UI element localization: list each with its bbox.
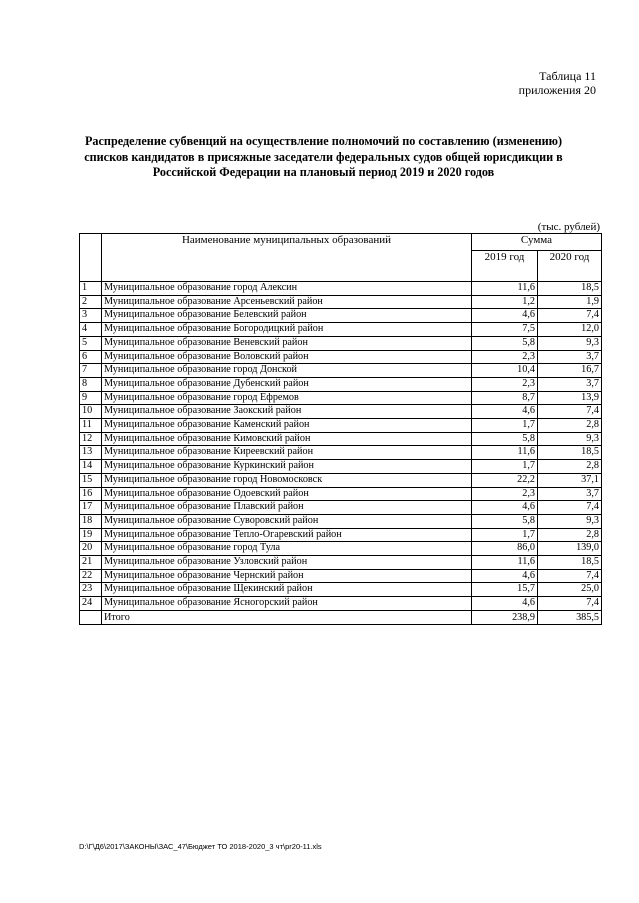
file-path-footer: D:\Г\Д6\2017\ЗАКОНЫ\ЗАС_47\Бюджет ТО 2018-2020_3 чт\pr20-11.xls bbox=[79, 842, 322, 851]
value-2020: 2,8 bbox=[538, 528, 602, 542]
total-2019: 238,9 bbox=[472, 610, 538, 624]
value-2019: 2,3 bbox=[472, 350, 538, 364]
value-2019: 2,3 bbox=[472, 377, 538, 391]
value-2020: 18,5 bbox=[538, 556, 602, 570]
row-number: 17 bbox=[80, 501, 102, 515]
table-row bbox=[80, 391, 602, 405]
row-number: 21 bbox=[80, 556, 102, 570]
row-number: 7 bbox=[80, 364, 102, 378]
table-row bbox=[80, 514, 602, 528]
municipality-name: Муниципальное образование Воловский район bbox=[102, 350, 472, 364]
table-row bbox=[80, 542, 602, 556]
value-2020: 139,0 bbox=[538, 542, 602, 556]
row-number: 14 bbox=[80, 460, 102, 474]
municipality-name: Муниципальное образование Белевский район bbox=[102, 309, 472, 323]
table-row bbox=[80, 295, 602, 309]
table-row bbox=[80, 282, 602, 296]
row-number: 12 bbox=[80, 432, 102, 446]
value-2020: 7,4 bbox=[538, 569, 602, 583]
document-title bbox=[60, 134, 587, 181]
value-2019: 1,7 bbox=[472, 528, 538, 542]
municipality-name: Муниципальное образование Куркинский район bbox=[102, 460, 472, 474]
value-2019: 10,4 bbox=[472, 364, 538, 378]
value-2020: 13,9 bbox=[538, 391, 602, 405]
table-row bbox=[80, 446, 602, 460]
value-2019: 15,7 bbox=[472, 583, 538, 597]
row-number: 15 bbox=[80, 473, 102, 487]
header-year-2019: 2019 год bbox=[472, 251, 538, 282]
value-2020: 9,3 bbox=[538, 514, 602, 528]
value-2020: 9,3 bbox=[538, 432, 602, 446]
value-2019: 11,6 bbox=[472, 282, 538, 296]
value-2019: 4,6 bbox=[472, 597, 538, 611]
row-number: 1 bbox=[80, 282, 102, 296]
value-2020: 7,4 bbox=[538, 405, 602, 419]
row-number: 20 bbox=[80, 542, 102, 556]
table-body bbox=[80, 282, 602, 611]
municipality-name: Муниципальное образование Чернский район bbox=[102, 569, 472, 583]
value-2020: 2,8 bbox=[538, 419, 602, 433]
municipality-name: Муниципальное образование Кимовский район bbox=[102, 432, 472, 446]
municipality-name: Муниципальное образование город Новомосковск bbox=[102, 473, 472, 487]
municipality-name: Муниципальное образование Заокский район bbox=[102, 405, 472, 419]
table-row bbox=[80, 323, 602, 337]
municipality-name: Муниципальное образование Суворовский район bbox=[102, 514, 472, 528]
value-2020: 3,7 bbox=[538, 487, 602, 501]
municipality-name: Муниципальное образование Ясногорский район bbox=[102, 597, 472, 611]
row-number: 19 bbox=[80, 528, 102, 542]
row-number: 2 bbox=[80, 295, 102, 309]
table-row bbox=[80, 336, 602, 350]
table-row bbox=[80, 487, 602, 501]
value-2019: 1,7 bbox=[472, 460, 538, 474]
value-2020: 7,4 bbox=[538, 597, 602, 611]
value-2020: 18,5 bbox=[538, 446, 602, 460]
value-2020: 7,4 bbox=[538, 309, 602, 323]
row-number: 18 bbox=[80, 514, 102, 528]
title-line-2: списков кандидатов в присяжные заседатели федеральных судов общей юрисдикции в bbox=[84, 149, 563, 164]
value-2019: 2,3 bbox=[472, 487, 538, 501]
table-row bbox=[80, 419, 602, 433]
value-2020: 37,1 bbox=[538, 473, 602, 487]
table-row bbox=[80, 528, 602, 542]
total-row bbox=[80, 610, 602, 624]
header-year-2020: 2020 год bbox=[538, 251, 602, 282]
table-row bbox=[80, 460, 602, 474]
municipality-name: Муниципальное образование город Тула bbox=[102, 542, 472, 556]
municipality-name: Муниципальное образование Арсеньевский район bbox=[102, 295, 472, 309]
total-label: Итого bbox=[102, 610, 472, 624]
total-number-cell bbox=[80, 610, 102, 624]
subvention-table bbox=[79, 233, 602, 625]
value-2019: 5,8 bbox=[472, 336, 538, 350]
appendix-label: приложения 20 bbox=[518, 82, 596, 97]
row-number: 16 bbox=[80, 487, 102, 501]
table-row bbox=[80, 597, 602, 611]
table-reference bbox=[519, 70, 596, 97]
row-number: 10 bbox=[80, 405, 102, 419]
table-row bbox=[80, 501, 602, 515]
table-row bbox=[80, 432, 602, 446]
header-name-cell: Наименование муниципальных образований bbox=[102, 234, 472, 282]
value-2019: 11,6 bbox=[472, 556, 538, 570]
row-number: 22 bbox=[80, 569, 102, 583]
municipality-name: Муниципальное образование город Донской bbox=[102, 364, 472, 378]
header-sum-cell: Сумма bbox=[472, 234, 602, 251]
table-row bbox=[80, 473, 602, 487]
value-2020: 18,5 bbox=[538, 282, 602, 296]
value-2019: 7,5 bbox=[472, 323, 538, 337]
title-line-1: Распределение субвенций на осуществление полномочий по составлению (изменению) bbox=[84, 134, 563, 148]
row-number: 13 bbox=[80, 446, 102, 460]
municipality-name: Муниципальное образование Одоевский район bbox=[102, 487, 472, 501]
value-2020: 16,7 bbox=[538, 364, 602, 378]
municipality-name: Муниципальное образование Плавский район bbox=[102, 501, 472, 515]
table-row bbox=[80, 583, 602, 597]
value-2019: 5,8 bbox=[472, 514, 538, 528]
value-2019: 5,8 bbox=[472, 432, 538, 446]
municipality-name: Муниципальное образование Узловский район bbox=[102, 556, 472, 570]
row-number: 8 bbox=[80, 377, 102, 391]
municipality-name: Муниципальное образование город Ефремов bbox=[102, 391, 472, 405]
value-2020: 7,4 bbox=[538, 501, 602, 515]
municipality-name: Муниципальное образование Киреевский район bbox=[102, 446, 472, 460]
units-label: (тыс. рублей) bbox=[537, 221, 600, 233]
value-2019: 4,6 bbox=[472, 569, 538, 583]
table-row bbox=[80, 405, 602, 419]
value-2020: 3,7 bbox=[538, 350, 602, 364]
total-2020: 385,5 bbox=[538, 610, 602, 624]
value-2019: 1,7 bbox=[472, 419, 538, 433]
municipality-name: Муниципальное образование Тепло-Огаревский район bbox=[102, 528, 472, 542]
value-2019: 11,6 bbox=[472, 446, 538, 460]
value-2019: 4,6 bbox=[472, 405, 538, 419]
table-row bbox=[80, 569, 602, 583]
value-2020: 12,0 bbox=[538, 323, 602, 337]
title-line-3: Российской Федерации на плановый период 2019 и 2020 годов bbox=[152, 165, 495, 179]
value-2019: 8,7 bbox=[472, 391, 538, 405]
row-number: 3 bbox=[80, 309, 102, 323]
value-2019: 86,0 bbox=[472, 542, 538, 556]
municipality-name: Муниципальное образование Дубенский район bbox=[102, 377, 472, 391]
value-2020: 1,9 bbox=[538, 295, 602, 309]
row-number: 23 bbox=[80, 583, 102, 597]
value-2020: 3,7 bbox=[538, 377, 602, 391]
table-row bbox=[80, 556, 602, 570]
table-row bbox=[80, 377, 602, 391]
value-2019: 4,6 bbox=[472, 501, 538, 515]
value-2020: 9,3 bbox=[538, 336, 602, 350]
table-row bbox=[80, 309, 602, 323]
table-row bbox=[80, 350, 602, 364]
row-number: 9 bbox=[80, 391, 102, 405]
municipality-name: Муниципальное образование Веневский район bbox=[102, 336, 472, 350]
value-2019: 22,2 bbox=[472, 473, 538, 487]
table-number-label: Таблица 11 bbox=[539, 69, 596, 83]
value-2020: 2,8 bbox=[538, 460, 602, 474]
row-number: 5 bbox=[80, 336, 102, 350]
value-2020: 25,0 bbox=[538, 583, 602, 597]
municipality-name: Муниципальное образование Щекинский район bbox=[102, 583, 472, 597]
header-number-cell bbox=[80, 234, 102, 282]
municipality-name: Муниципальное образование город Алексин bbox=[102, 282, 472, 296]
municipality-name: Муниципальное образование Богородицкий район bbox=[102, 323, 472, 337]
municipality-name: Муниципальное образование Каменский район bbox=[102, 419, 472, 433]
row-number: 4 bbox=[80, 323, 102, 337]
row-number: 6 bbox=[80, 350, 102, 364]
value-2019: 1,2 bbox=[472, 295, 538, 309]
table-row bbox=[80, 364, 602, 378]
row-number: 11 bbox=[80, 419, 102, 433]
row-number: 24 bbox=[80, 597, 102, 611]
value-2019: 4,6 bbox=[472, 309, 538, 323]
